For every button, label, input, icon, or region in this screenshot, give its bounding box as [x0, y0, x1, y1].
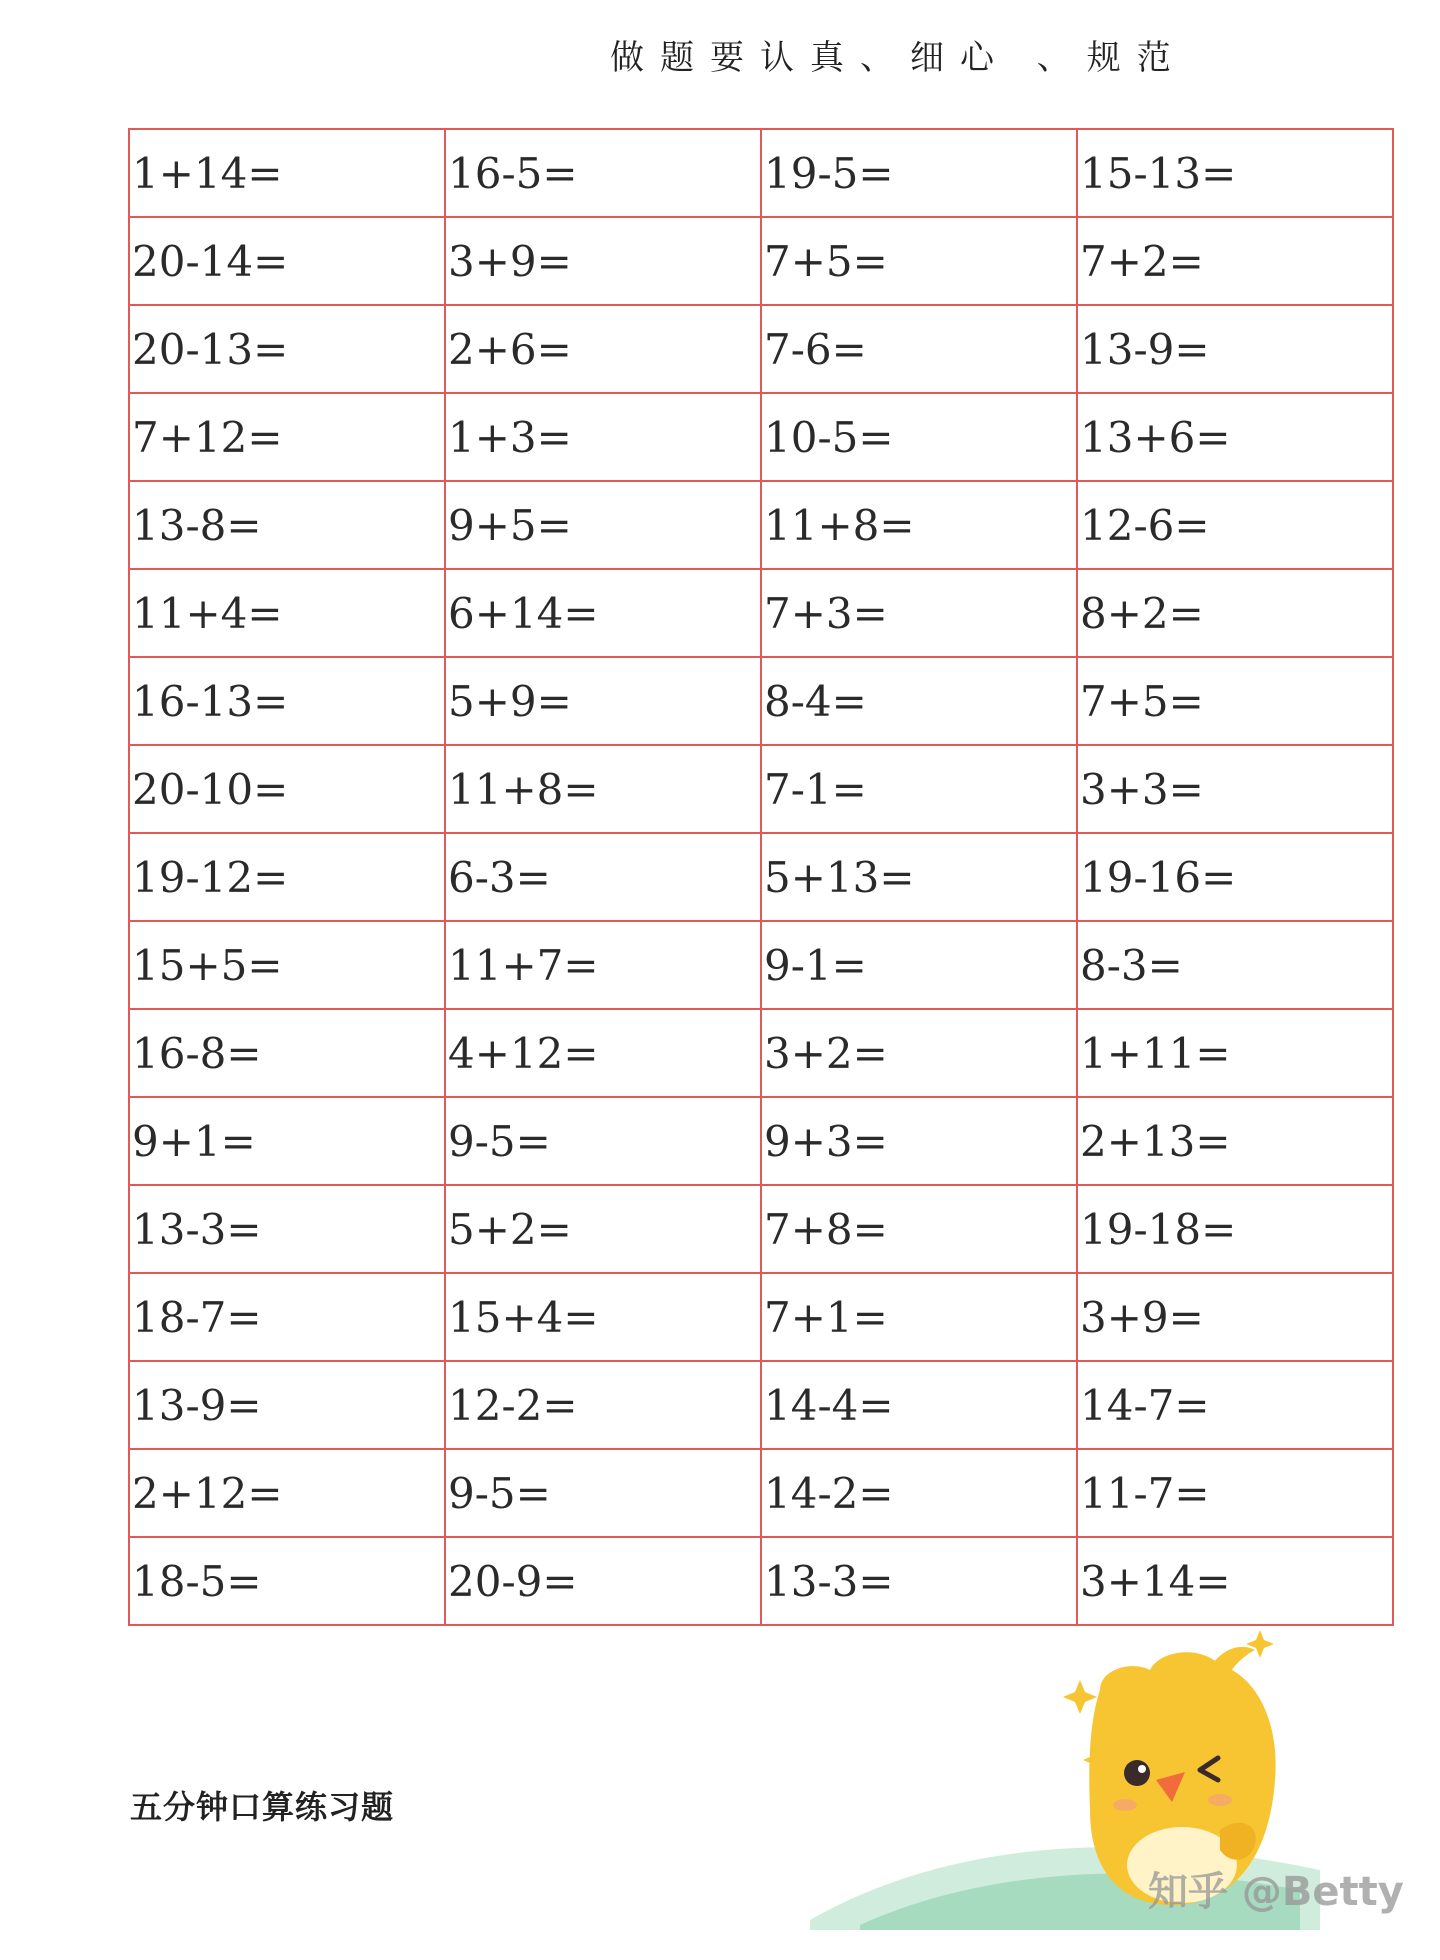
- problem-cell: 7+2=: [1077, 217, 1393, 305]
- problem-cell: 9+3=: [761, 1097, 1077, 1185]
- problem-cell: 9-1=: [761, 921, 1077, 1009]
- problem-cell: 5+13=: [761, 833, 1077, 921]
- problem-cell: 19-12=: [129, 833, 445, 921]
- problem-cell: 1+3=: [445, 393, 761, 481]
- table-row: [129, 745, 1393, 833]
- problem-cell: 7-6=: [761, 305, 1077, 393]
- problem-cell: 2+12=: [129, 1449, 445, 1537]
- table-row: [129, 217, 1393, 305]
- problem-cell: 7+8=: [761, 1185, 1077, 1273]
- problem-cell: 3+2=: [761, 1009, 1077, 1097]
- problem-cell: 8-4=: [761, 657, 1077, 745]
- problem-cell: 12-2=: [445, 1361, 761, 1449]
- problem-cell: 7-1=: [761, 745, 1077, 833]
- table-row: [129, 305, 1393, 393]
- problem-cell: 7+1=: [761, 1273, 1077, 1361]
- problem-cell: 2+13=: [1077, 1097, 1393, 1185]
- table-row: [129, 657, 1393, 745]
- problem-cell: 8+2=: [1077, 569, 1393, 657]
- problem-cell: 13-9=: [1077, 305, 1393, 393]
- problem-cell: 13-9=: [129, 1361, 445, 1449]
- problem-cell: 11-7=: [1077, 1449, 1393, 1537]
- page-header-motto: 做题要认真、细心 、规范: [610, 38, 1187, 78]
- problem-cell: 9+1=: [129, 1097, 445, 1185]
- problem-cell: 14-2=: [761, 1449, 1077, 1537]
- problem-cell: 1+11=: [1077, 1009, 1393, 1097]
- problem-cell: 6+14=: [445, 569, 761, 657]
- table-row: [129, 921, 1393, 1009]
- problem-cell: 9-5=: [445, 1097, 761, 1185]
- problem-cell: 15-13=: [1077, 129, 1393, 217]
- problem-cell: 5+9=: [445, 657, 761, 745]
- table-row: [129, 1449, 1393, 1537]
- problem-cell: 9+5=: [445, 481, 761, 569]
- problem-cell: 4+12=: [445, 1009, 761, 1097]
- problem-cell: 12-6=: [1077, 481, 1393, 569]
- table-row: [129, 393, 1393, 481]
- table-row: [129, 1361, 1393, 1449]
- problem-cell: 1+14=: [129, 129, 445, 217]
- problem-cell: 3+9=: [445, 217, 761, 305]
- problem-cell: 16-13=: [129, 657, 445, 745]
- problem-cell: 6-3=: [445, 833, 761, 921]
- problem-cell: 11+4=: [129, 569, 445, 657]
- problem-cell: 7+12=: [129, 393, 445, 481]
- table-row: [129, 1537, 1393, 1625]
- problem-cell: 20-9=: [445, 1537, 761, 1625]
- worksheet-title: 五分钟口算练习题: [130, 1788, 395, 1826]
- table-row: [129, 1273, 1393, 1361]
- problem-cell: 13-3=: [129, 1185, 445, 1273]
- problem-cell: 15+5=: [129, 921, 445, 1009]
- problem-cell: 7+3=: [761, 569, 1077, 657]
- problem-cell: 11+8=: [445, 745, 761, 833]
- problem-cell: 7+5=: [1077, 657, 1393, 745]
- problem-cell: 20-14=: [129, 217, 445, 305]
- problem-cell: 20-13=: [129, 305, 445, 393]
- table-row: [129, 833, 1393, 921]
- zhihu-watermark: 知乎 @Betty: [1148, 1869, 1404, 1915]
- problem-cell: 5+2=: [445, 1185, 761, 1273]
- problem-cell: 16-8=: [129, 1009, 445, 1097]
- problem-cell: 16-5=: [445, 129, 761, 217]
- problem-cell: 3+14=: [1077, 1537, 1393, 1625]
- problem-cell: 10-5=: [761, 393, 1077, 481]
- table-row: [129, 1185, 1393, 1273]
- problem-cell: 3+9=: [1077, 1273, 1393, 1361]
- problem-cell: 8-3=: [1077, 921, 1393, 1009]
- problem-cell: 13-3=: [761, 1537, 1077, 1625]
- problem-cell: 15+4=: [445, 1273, 761, 1361]
- problem-cell: 3+3=: [1077, 745, 1393, 833]
- table-row: [129, 129, 1393, 217]
- problem-cell: 19-5=: [761, 129, 1077, 217]
- problem-cell: 9-5=: [445, 1449, 761, 1537]
- problem-cell: 20-10=: [129, 745, 445, 833]
- problem-cell: 19-16=: [1077, 833, 1393, 921]
- table-row: [129, 1097, 1393, 1185]
- table-row: [129, 481, 1393, 569]
- problem-cell: 13-8=: [129, 481, 445, 569]
- table-row: [129, 569, 1393, 657]
- problem-cell: 18-7=: [129, 1273, 445, 1361]
- problem-cell: 19-18=: [1077, 1185, 1393, 1273]
- problem-cell: 14-4=: [761, 1361, 1077, 1449]
- problem-cell: 11+8=: [761, 481, 1077, 569]
- arithmetic-worksheet-table: [128, 128, 1394, 1626]
- table-row: [129, 1009, 1393, 1097]
- problem-cell: 13+6=: [1077, 393, 1393, 481]
- problem-cell: 14-7=: [1077, 1361, 1393, 1449]
- problem-cell: 7+5=: [761, 217, 1077, 305]
- problem-cell: 2+6=: [445, 305, 761, 393]
- problem-cell: 18-5=: [129, 1537, 445, 1625]
- problem-cell: 11+7=: [445, 921, 761, 1009]
